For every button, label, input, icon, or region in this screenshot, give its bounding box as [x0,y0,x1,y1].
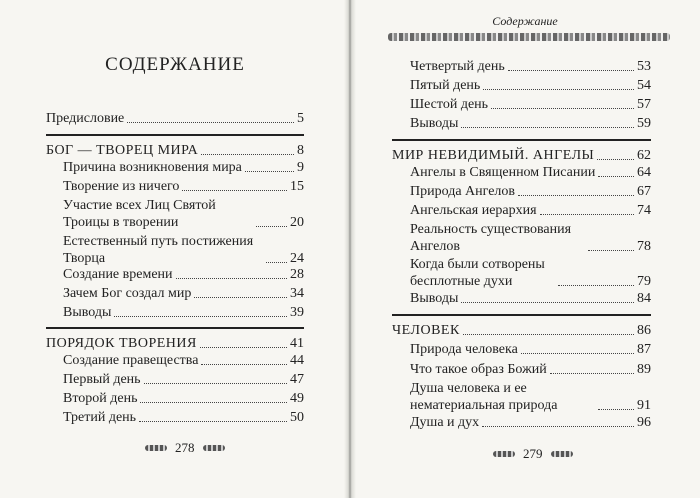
toc-chapter[interactable]: БОГ — ТВОРЕЦ МИРА 8 [46,143,304,158]
toc-entry[interactable]: Выводы 59 [410,116,651,131]
toc-entry[interactable]: Что такое образ Божий 89 [410,362,651,377]
toc-entry[interactable]: Душа человека и ее нематериальная природа 91 [410,381,651,413]
section-divider [46,134,304,136]
running-head: Содержание [492,14,558,28]
section-divider [46,327,304,329]
toc-entry[interactable]: Зачем Бог создал мир 34 [63,286,304,301]
toc-entry[interactable]: Природа Ангелов 67 [410,184,651,199]
toc-chapter[interactable]: МИР НЕВИДИМЫЙ. АНГЕЛЫ 62 [392,148,651,163]
toc-chapter[interactable]: ЧЕЛОВЕК 86 [392,323,651,338]
toc-entry[interactable]: Творение из ничего 15 [63,179,304,194]
toc-entry[interactable]: Причина возникновения мира 9 [63,160,304,175]
toc-entry[interactable]: Пятый день 54 [410,78,651,93]
toc-entry[interactable]: Естественный путь постижения Творца 24 [63,234,304,266]
toc-entry[interactable]: Первый день 47 [63,372,304,387]
contents-heading: СОДЕРЖАНИЕ [105,54,245,75]
toc-entry[interactable]: Ангелы в Священном Писании 64 [410,165,651,180]
header-ornament [388,33,670,41]
toc-entry[interactable]: Третий день 50 [63,410,304,425]
toc-entry[interactable]: Второй день 49 [63,391,304,406]
page-number: 279 [493,446,573,462]
book-spine [344,0,356,498]
toc-chapter[interactable]: ПОРЯДОК ТВОРЕНИЯ 41 [46,336,304,351]
toc-entry[interactable]: Душа и дух 96 [410,415,651,430]
ornament-icon [493,451,515,457]
section-divider [392,139,651,141]
toc-entry[interactable]: Выводы 39 [63,305,304,320]
toc-entry[interactable]: Участие всех Лиц Святой Троицы в творении 20 [63,198,304,230]
toc-entry[interactable]: Четвертый день 53 [410,59,651,74]
ornament-icon [145,445,167,451]
toc-entry[interactable]: Выводы 84 [410,291,651,306]
toc-entry[interactable]: Когда были сотворены бесплотные духи 79 [410,257,651,289]
section-divider [392,314,651,316]
right-page [350,0,700,498]
toc-entry[interactable]: Шестой день 57 [410,97,651,112]
page-number: 278 [145,440,225,456]
toc-entry[interactable]: Предисловие 5 [46,111,304,126]
toc-entry[interactable]: Создание правещества 44 [63,353,304,368]
toc-entry[interactable]: Ангельская иерархия 74 [410,203,651,218]
toc-entry[interactable]: Природа человека 87 [410,342,651,357]
ornament-icon [203,445,225,451]
ornament-icon [551,451,573,457]
toc-entry[interactable]: Реальность существования Ангелов 78 [410,222,651,254]
toc-entry[interactable]: Создание времени 28 [63,267,304,282]
